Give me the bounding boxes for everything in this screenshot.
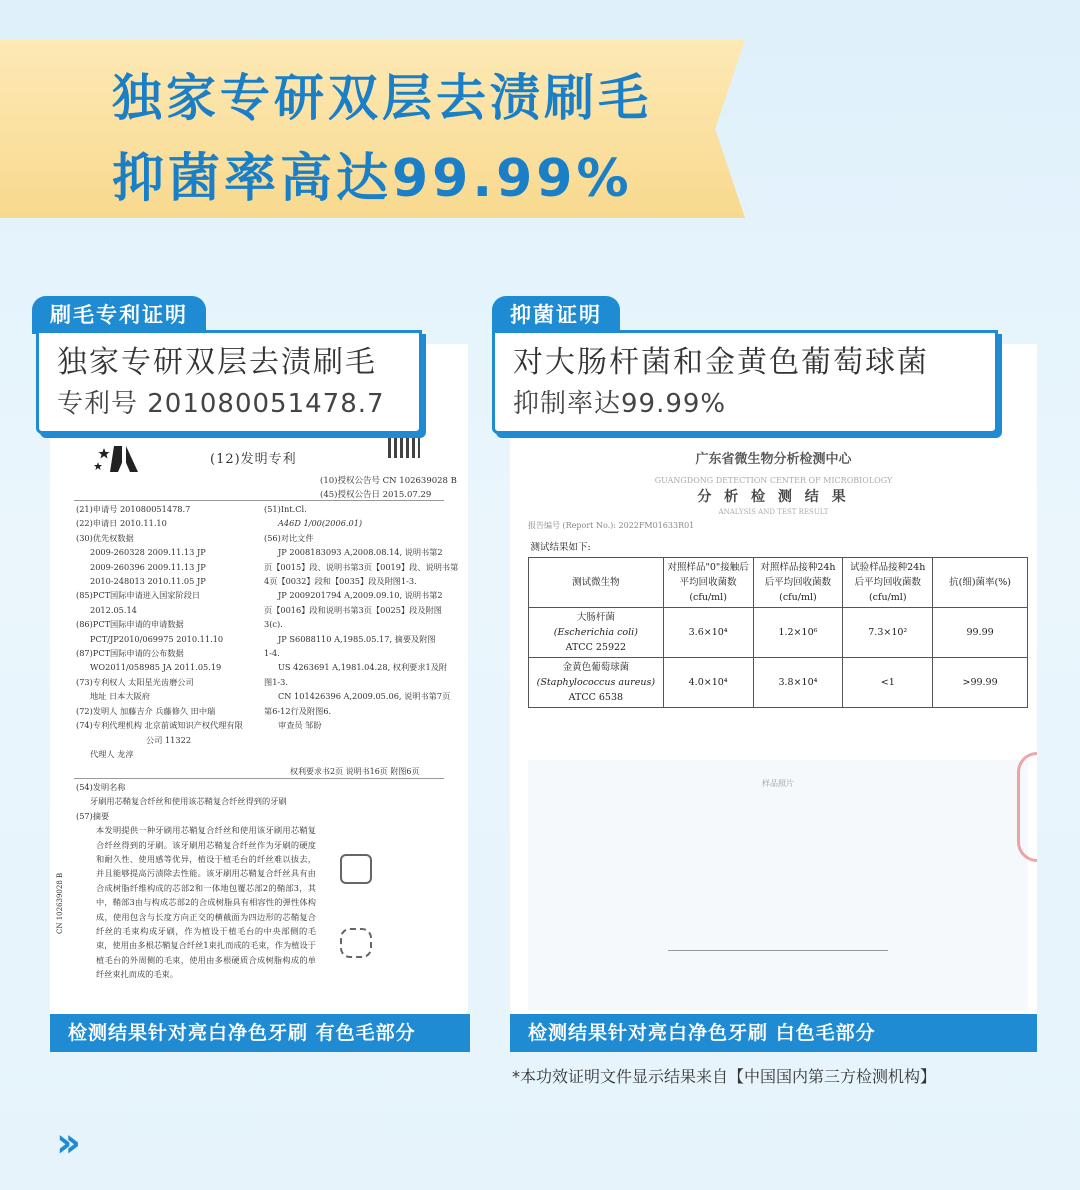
antibacterial-rate: >99.99 [933, 658, 1028, 708]
divider [74, 500, 444, 501]
patent-field: (85)PCT国际申请进入国家阶段日 [76, 590, 201, 601]
patent-caption: 检测结果针对亮白净色牙刷 有色毛部分 [50, 1014, 470, 1052]
patent-field: 2009-260328 2009.11.13 JP [90, 547, 206, 558]
patent-field: (21)申请号 201080051478.7 [76, 504, 191, 514]
headline-line1: 独家专研双层去渍刷毛 [112, 69, 652, 127]
report-subtitle-en: ANALYSIS AND TEST RESULT [718, 508, 829, 516]
red-stamp [1017, 752, 1037, 862]
results-table [528, 538, 1028, 708]
patent-title: (12)发明专利 [210, 452, 297, 467]
test-24h-count: 7.3×10² [843, 608, 933, 658]
antibacterial-callout [492, 330, 998, 434]
patent-field: US 4263691 A,1981.04.28, 权利要求1及附 [278, 662, 448, 673]
antibacterial-rate: 99.99 [933, 608, 1028, 658]
patent-grant-info [320, 474, 457, 502]
photo-label: 样品照片 [762, 779, 794, 788]
microbe-latin: (Staphylococcus aureus) [536, 677, 656, 688]
callout-line2: 专利号 201080051478.7 [57, 389, 385, 419]
table-caption: 测试结果如下: [529, 538, 1028, 558]
patent-field: (86)PCT国际申请的申请数据 [76, 619, 184, 630]
callout-line2: 抑制率达99.99% [513, 389, 727, 419]
patent-field: WO2011/058985 JA 2011.05.19 [90, 662, 222, 673]
patent-field: 2012.05.14 [90, 604, 137, 615]
patent-panel [32, 296, 470, 1056]
column-header: 对照样品"0"接触后平均回收菌数(cfu/ml) [663, 558, 753, 608]
grant-date: (45)授权公告日 2015.07.29 [320, 490, 432, 500]
patent-page-count: 权利要求书2页 说明书16页 附图6页 [290, 767, 420, 776]
abstract-text: 本发明提供一种牙刷用芯鞘复合纤丝和使用该牙刷用芯鞘复合纤丝得到的牙刷。该牙刷用芯鞘复合纤丝作为牙刷的硬度和耐久性、使用感等优异，植设于植毛台的纤丝难以拔去，并且能够提高污渍除去性能。该牙刷用芯鞘复合纤丝具有由合成树脂纤维构成的芯部2和一体地包覆芯部2的鞘部3，其中，鞘部3由与构成芯部2的合成树脂具有相容性的弹性体构成，使用包含与长度方向正交的横截面为四边形的芯鞘复合纤丝的毛束构成牙刷，作为植设于植毛台的中央部侧的毛束，使用由多根芯鞘复合纤丝1束扎而成的毛束，作为植设于植毛台的外周侧的毛束，使用由多根硬质合成树脂构成的单纤丝束扎而成的毛束。 [96, 825, 316, 980]
antibacterial-panel [492, 296, 1037, 1056]
patent-field: 2009-260396 2009.11.13 JP [90, 561, 206, 572]
grant-number: (10)授权公告号 CN 102639028 B [320, 476, 457, 486]
patent-abstract [76, 780, 316, 982]
patent-field: (22)申请日 2010.11.10 [76, 518, 167, 529]
column-header: 对照样品接种24h后平均回收菌数(cfu/ml) [753, 558, 843, 608]
microbe-strain: ATCC 6538 [568, 692, 624, 703]
report-title: 分 析 检 测 结 果 [697, 489, 850, 505]
patent-field: (74)专利代理机构 北京前诚知识产权代理有限 [76, 720, 243, 731]
patent-field: 审查员 邹盼 [278, 720, 322, 731]
microbe-strain: ATCC 25922 [565, 642, 627, 653]
patent-field: (56)对比文件 [264, 532, 314, 543]
patent-field: 地址 日本大阪府 [90, 691, 150, 702]
divider [668, 950, 888, 951]
table-row [529, 658, 1028, 708]
patent-field: (51)Int.Cl. [264, 504, 307, 514]
control-24h-count: 1.2×10⁶ [753, 608, 843, 658]
table-header-row [529, 558, 1028, 608]
microbe-name: 大肠杆菌 [576, 612, 615, 623]
table-row [529, 608, 1028, 658]
sample-photo-area [528, 760, 1028, 1010]
patent-office-logo [94, 442, 142, 478]
divider [74, 778, 444, 779]
patent-tag: 刷毛专利证明 [32, 296, 206, 334]
cross-section-figure [340, 928, 372, 958]
cross-section-figure [340, 854, 372, 884]
patent-field: (73)专利权人 太阳星光齿磨公司 [76, 676, 194, 687]
test-report-document [510, 344, 1037, 1020]
patent-field: CN 101426396 A,2009.05.06, 说明书第7页 [278, 691, 451, 702]
patent-field: 代理人 龙淳 [90, 748, 134, 759]
patent-callout [36, 330, 422, 434]
control-0h-count: 4.0×10⁴ [663, 658, 753, 708]
antibacterial-tag: 抑菌证明 [492, 296, 620, 334]
footnote: *本功效证明文件显示结果来自【中国国内第三方检测机构】 [512, 1067, 937, 1086]
control-0h-count: 3.6×10⁴ [663, 608, 753, 658]
patent-field: (72)发明人 加藤吉介 兵藤修久 田中瑞 [76, 705, 216, 716]
column-header: 测试微生物 [529, 558, 664, 608]
invention-name: 牙刷用芯鞘复合纤丝和使用该芯鞘复合纤丝得到的牙刷 [90, 796, 287, 807]
patent-field: 页【0016】段和说明书第3页【0025】段及附图 [264, 604, 442, 615]
report-org-en: GUANGDONG DETECTION CENTER OF MICROBIOLOGY [654, 476, 893, 485]
antibacterial-caption: 检测结果针对亮白净色牙刷 白色毛部分 [510, 1014, 1037, 1052]
section-heading: (54)发明名称 [76, 782, 126, 792]
microbe-name: 金黄色葡萄球菌 [562, 662, 630, 673]
section-heading: (57)摘要 [76, 810, 110, 821]
patent-field: 2010-248013 2010.11.05 JP [90, 576, 206, 587]
callout-line1: 对大肠杆菌和金黄色葡萄球菌 [513, 345, 929, 380]
patent-side-number: CN 102639028 B [56, 872, 64, 934]
column-header: 试验样品接种24h后平均回收菌数(cfu/ml) [843, 558, 933, 608]
patent-field: 4页【0032】段和【0035】段及附图1-3. [264, 576, 417, 587]
patent-field: 图1-3. [264, 676, 288, 687]
headline-line2: 抑菌率高达99.99% [112, 149, 633, 209]
microbe-latin: (Escherichia coli) [553, 627, 638, 638]
patent-field: A46D 1/00(2006.01) [278, 518, 363, 529]
column-header: 抗(细)菌率(%) [933, 558, 1028, 608]
patent-field: JP S6088110 A,1985.05.17, 摘要及附图 [278, 633, 436, 644]
patent-document [50, 344, 468, 1020]
patent-field: 3(c). [264, 619, 283, 630]
callout-line1: 独家专研双层去渍刷毛 [57, 345, 377, 380]
report-org: 广东省微生物分析检测中心 [695, 452, 852, 467]
patent-field: (30)优先权数据 [76, 532, 134, 543]
report-number: 报告编号 (Report No.): 2022FM01633R01 [528, 521, 695, 530]
patent-field: 1-4. [264, 648, 280, 659]
patent-field: JP 2008183093 A,2008.08.14, 说明书第2 [278, 547, 443, 558]
patent-field: 第6-12行及附图6. [264, 705, 332, 716]
patent-field: (87)PCT国际申请的公布数据 [76, 648, 184, 659]
patent-left-column [76, 502, 266, 761]
control-24h-count: 3.8×10⁴ [753, 658, 843, 708]
patent-field: JP 2009201794 A,2009.09.10, 说明书第2 [278, 590, 443, 601]
test-24h-count: <1 [843, 658, 933, 708]
patent-right-column [264, 502, 459, 733]
patent-field: 页【0015】段、说明书第3页【0019】段、说明书第 [264, 561, 459, 572]
patent-field: 公司 11322 [146, 734, 192, 745]
patent-field: PCT/JP2010/069975 2010.11.10 [90, 633, 224, 644]
double-chevron-right-icon[interactable]: ›› [56, 1120, 73, 1166]
